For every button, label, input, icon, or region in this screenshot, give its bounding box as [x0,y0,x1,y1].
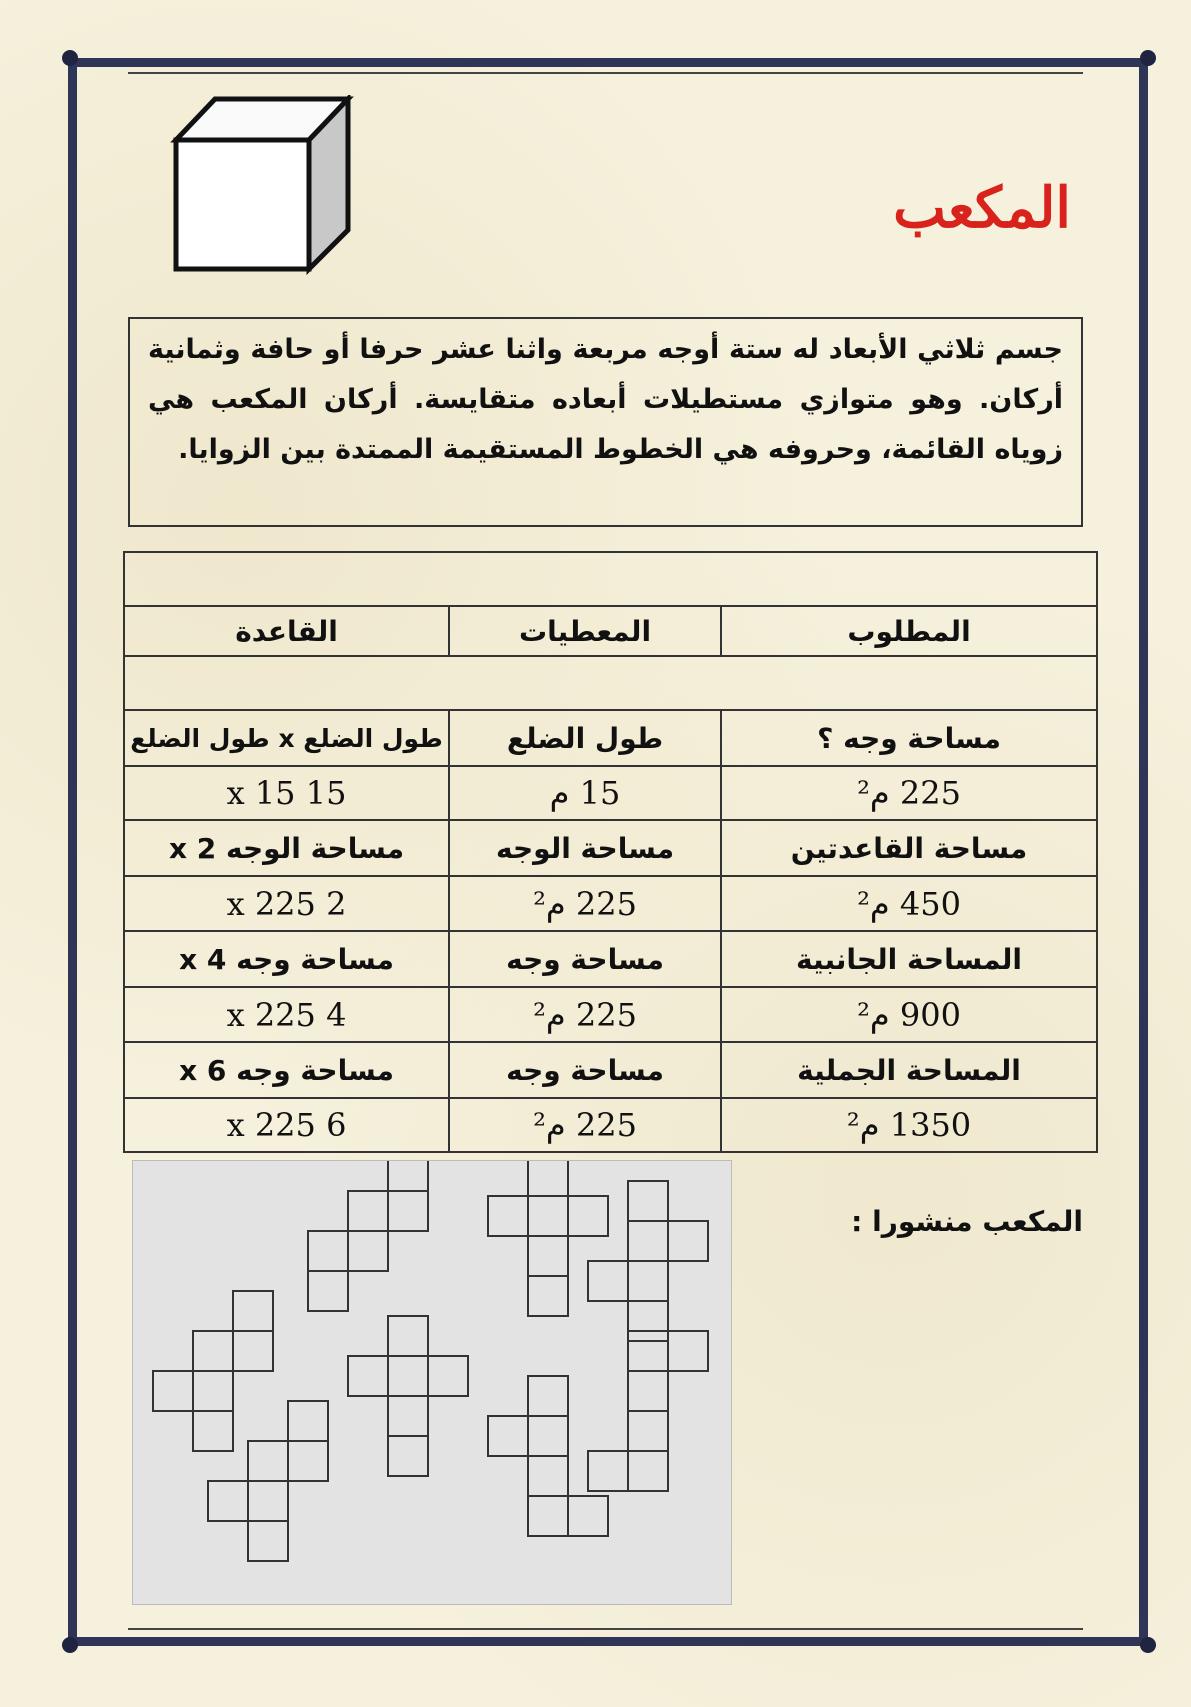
cell-rule: 6 x 225 [124,1098,449,1152]
cell-rule: مساحة وجه x 6 [124,1042,449,1098]
table-row [124,876,1097,931]
page-title: المكعب [893,175,1071,241]
net-square [628,1181,668,1221]
cube-nets-panel [132,1160,732,1605]
cell-given: مساحة الوجه [449,820,721,876]
net-square [233,1291,273,1331]
net-square [628,1331,668,1371]
cell-required: 225 م² [721,766,1097,820]
net-square [308,1271,348,1311]
cube-net [308,1161,428,1311]
net-square [628,1451,668,1491]
cell-required: مساحة القاعدتين [721,820,1097,876]
cell-rule: 4 x 225 [124,987,449,1042]
net-square [628,1301,668,1341]
net-square [388,1396,428,1436]
cube-facts-table [123,551,1098,1153]
cube-net [208,1401,328,1561]
cell-required: مساحة وجه ؟ [721,710,1097,766]
table-row [124,710,1097,766]
net-square [388,1316,428,1356]
net-square [288,1441,328,1481]
net-square [248,1481,288,1521]
bottom-rule [128,1628,1083,1630]
net-square [233,1331,273,1371]
net-square [568,1196,608,1236]
net-square [668,1331,708,1371]
cube-net [588,1181,708,1341]
net-square [528,1416,568,1456]
cube-icon [170,95,355,275]
table-header-row [124,606,1097,656]
cell-given: مساحة وجه [449,931,721,987]
net-square [628,1261,668,1301]
cube-net [348,1316,468,1476]
table-spacer-row [124,656,1097,710]
corner-stud [62,1637,78,1653]
table-row [124,1098,1097,1152]
net-square [348,1191,388,1231]
net-square [348,1231,388,1271]
corner-stud [1140,50,1156,66]
top-rule [128,72,1083,74]
cell-given: 225 م² [449,876,721,931]
net-square [528,1376,568,1416]
net-square [428,1356,468,1396]
cube-net [588,1331,708,1491]
header-rule: القاعدة [124,606,449,656]
table-row [124,931,1097,987]
net-square [348,1356,388,1396]
cube-net [488,1376,608,1536]
net-square [248,1441,288,1481]
net-square [588,1451,628,1491]
table-row [124,987,1097,1042]
cell-rule: مساحة وجه x 4 [124,931,449,987]
header-required: المطلوب [721,606,1097,656]
net-square [193,1411,233,1451]
net-square [528,1496,568,1536]
net-square [528,1161,568,1196]
net-square [208,1481,248,1521]
net-square [388,1191,428,1231]
cell-given: 225 م² [449,987,721,1042]
cube-net [153,1291,273,1451]
net-square [528,1196,568,1236]
net-square [628,1411,668,1451]
net-square [488,1196,528,1236]
header-given: المعطيات [449,606,721,656]
cell-required: المساحة الجانبية [721,931,1097,987]
cell-rule: 15 x 15 [124,766,449,820]
net-square [193,1331,233,1371]
net-square [153,1371,193,1411]
net-square [388,1436,428,1476]
net-square [248,1521,288,1561]
table-spacer-row [124,552,1097,606]
cell-required: المساحة الجملية [721,1042,1097,1098]
cell-rule: مساحة الوجه x 2 [124,820,449,876]
table-row [124,1042,1097,1098]
net-square [388,1356,428,1396]
net-square [588,1261,628,1301]
table-row [124,820,1097,876]
net-square [668,1221,708,1261]
cell-required: 450 م² [721,876,1097,931]
cell-rule: 2 x 225 [124,876,449,931]
net-label: المكعب منشورا : [851,1205,1083,1238]
table-row [124,766,1097,820]
cell-given: مساحة وجه [449,1042,721,1098]
cell-rule: طول الضلع x طول الضلع [124,710,449,766]
net-square [193,1371,233,1411]
corner-stud [1140,1637,1156,1653]
cell-given: طول الضلع [449,710,721,766]
cube-nets-diagram [133,1161,733,1606]
net-square [528,1456,568,1496]
definition-box [128,317,1083,527]
net-square [288,1401,328,1441]
net-square [528,1236,568,1276]
cell-given: 15 م [449,766,721,820]
cell-given: 225 م² [449,1098,721,1152]
net-square [388,1161,428,1191]
corner-stud [62,50,78,66]
cell-required: 900 م² [721,987,1097,1042]
net-square [488,1416,528,1456]
net-square [308,1231,348,1271]
cell-required: 1350 م² [721,1098,1097,1152]
cube-net [488,1161,608,1316]
net-square [568,1496,608,1536]
net-square [628,1371,668,1411]
net-square [528,1276,568,1316]
net-square [628,1221,668,1261]
definition-text: جسم ثلاثي الأبعاد له ستة أوجه مربعة واثنا عشر حرفا أو حافة وثمانية أركان. وهو متوازي مستطيلات أبعاده متقايسة. أركان المكعب هي زوياه القائمة، وحروفه هي الخطوط المستقيمة الممتدة بين الزوايا. [148,334,1063,465]
